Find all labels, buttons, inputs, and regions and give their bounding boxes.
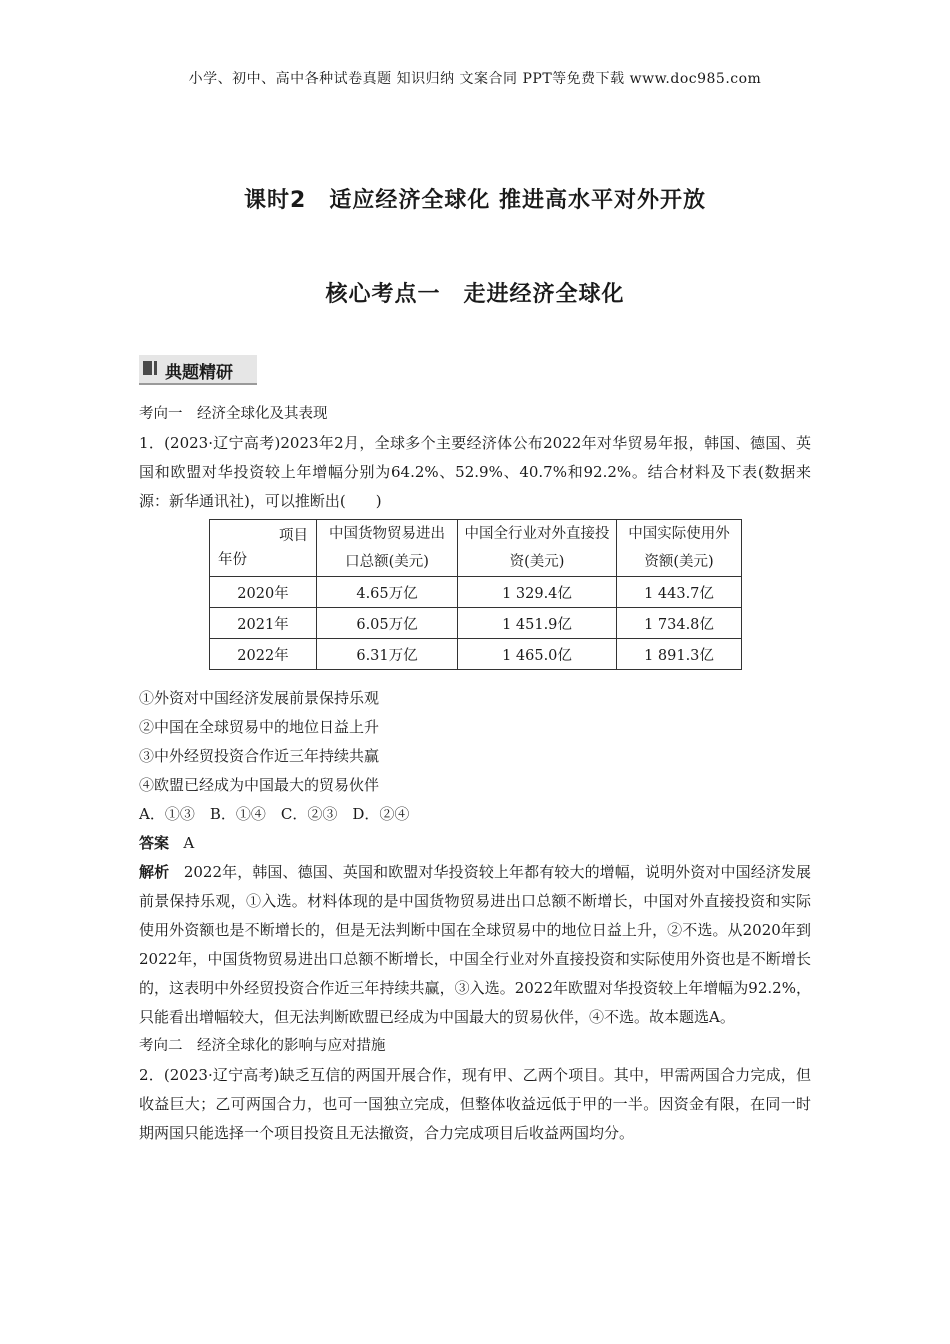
section-banner xyxy=(139,355,257,385)
table-cell: 2021年 xyxy=(210,608,317,639)
table-cell: 2022年 xyxy=(210,639,317,670)
lesson-title: 课时2 适应经济全球化 推进高水平对外开放 xyxy=(244,188,706,213)
table-cell: 2020年 xyxy=(210,577,317,608)
analysis-label: 解析 xyxy=(139,863,170,881)
corner-bottom-label: 年份 xyxy=(218,552,247,568)
answer-choices: A．①③ B．①④ C．②③ D．②④ xyxy=(139,805,410,823)
option-item: ①外资对中国经济发展前景保持乐观 xyxy=(139,689,380,707)
question-stem: 1．(2023·辽宁高考)2023年2月，全球多个主要经济体公布2022年对华贸易年报，韩国、德国、英国和欧盟对华投资较上年增幅分别为64.2%、52.9%、40.7%和92.2%。结合材料及下表(数据来源：新华通讯社)，可以推断出( ) xyxy=(139,434,811,510)
analysis-text: 2022年，韩国、德国、英国和欧盟对华投资较上年都有较大的增幅，说明外资对中国经济发展前景保持乐观，①入选。材料体现的是中国货物贸易进出口总额不断增长，中国对外直接投资和实际使用外资额也是不断增长的，但是无法判断中国在全球贸易中的地位日益上升，②不选。从2020年到2022年，中国货物贸易进出口总额不断增长，中国全行业对外直接投资和实际使用外资也是不断增长的，这表明中外经贸投资合作近三年持续共赢，③入选。2022年欧盟对华投资较上年增幅为92.2%，只能看出增幅较大，但无法判断欧盟已经成为中国最大的贸易伙伴，④不选。故本题选A。 xyxy=(139,863,811,1026)
table-cell: 1 734.8亿 xyxy=(617,608,742,639)
data-table xyxy=(209,519,742,670)
table-row xyxy=(210,608,742,639)
option-item: ③中外经贸投资合作近三年持续共赢 xyxy=(139,747,380,765)
corner-top-label: 项目 xyxy=(279,528,308,544)
option-item: ②中国在全球贸易中的地位日益上升 xyxy=(139,718,380,736)
table-cell: 6.05万亿 xyxy=(317,608,458,639)
table-corner-cell xyxy=(210,520,317,577)
table-header-cell: 中国货物贸易进出口总额(美元) xyxy=(317,520,458,577)
answer-label: 答案 xyxy=(139,834,170,852)
direction-heading: 考向一 经济全球化及其表现 xyxy=(139,406,328,422)
banner-bar-icon-thin xyxy=(154,361,157,375)
table-cell: 1 329.4亿 xyxy=(458,577,617,608)
table-header-cell: 中国全行业对外直接投资(美元) xyxy=(458,520,617,577)
table-cell: 6.31万亿 xyxy=(317,639,458,670)
table-cell: 4.65万亿 xyxy=(317,577,458,608)
table-header-row xyxy=(210,520,742,577)
analysis-paragraph xyxy=(139,858,811,1032)
banner-bar-icon xyxy=(143,361,152,375)
table-cell: 1 891.3亿 xyxy=(617,639,742,670)
banner-label: 典题精研 xyxy=(165,363,233,383)
answer-value: A xyxy=(183,834,195,852)
table-header-cell: 中国实际使用外资额(美元) xyxy=(617,520,742,577)
option-item: ④欧盟已经成为中国最大的贸易伙伴 xyxy=(139,776,380,794)
page-header: 小学、初中、高中各种试卷真题 知识归纳 文案合同 PPT等免费下载 www.doc985.com xyxy=(188,71,762,87)
table-cell: 1 451.9亿 xyxy=(458,608,617,639)
main-content xyxy=(139,400,811,1148)
section-title: 核心考点一 走进经济全球化 xyxy=(325,282,625,307)
table-row xyxy=(210,639,742,670)
table-row xyxy=(210,577,742,608)
table-cell: 1 465.0亿 xyxy=(458,639,617,670)
question-stem: 2．(2023·辽宁高考)缺乏互信的两国开展合作，现有甲、乙两个项目。其中，甲需两国合力完成，但收益巨大；乙可两国合力，也可一国独立完成，但整体收益远低于甲的一半。因资金有限，在同一时期两国只能选择一个项目投资且无法撤资，合力完成项目后收益两国均分。 xyxy=(139,1066,811,1142)
direction-heading: 考向二 经济全球化的影响与应对措施 xyxy=(139,1038,386,1054)
table-cell: 1 443.7亿 xyxy=(617,577,742,608)
answer-line xyxy=(139,829,811,858)
